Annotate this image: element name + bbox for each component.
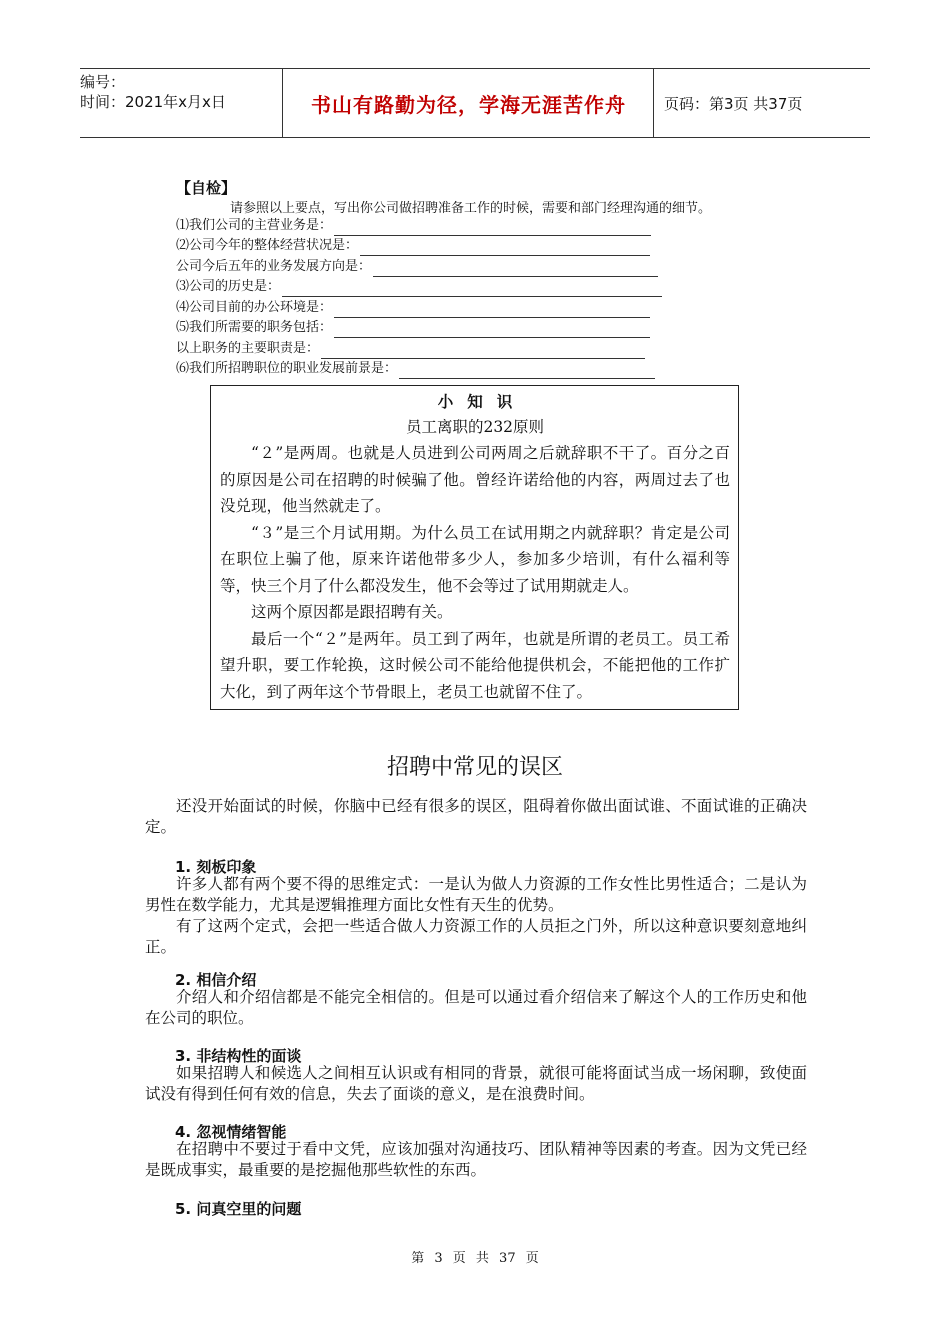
self-check-item: ⑵公司今年的整体经营状况是： [176,236,662,257]
page-header [80,68,870,138]
header-motto: 书山有路勤为径，学海无涯苦作舟 [284,69,654,137]
self-check-title: 【自检】 [176,179,237,197]
answer-blank[interactable] [334,324,650,338]
knowledge-title: 小知识 [437,392,527,411]
self-check-item: 公司今后五年的业务发展方向是： [176,256,662,277]
knowledge-paragraph: 这两个原因都是跟招聘有关。 [251,603,453,621]
header-page-label: 页码：第3页 共37页 [664,94,803,113]
answer-blank[interactable] [334,304,650,318]
knowledge-paragraph: “３”是三个月试用期。为什么员工在试用期之内就辞职？肯定是公司在职位上骗了他，原来许诺他带多少人，参加多少培训，有什么福利等等，快三个月了什么都没发生，他不会等过了试用期就走人。 [220,523,730,595]
subsection-body: 许多人都有两个要不得的思维定式：一是认为做人力资源的工作女性比男性适合；二是认为男性在数学能力，尤其是逻辑推理方面比女性有天生的优势。 有了这两个定式，会把一些适合做人力资源工作的人员拒之门外，所以这种意识要刻意地纠正。 [145,875,807,956]
self-check-item: ⑶公司的历史是： [176,277,662,298]
subsection-heading: 1. 刻板印象 [175,858,257,876]
subsection-body: 如果招聘人和候选人之间相互认识或有相同的背景，就很可能将面试当成一场闲聊，致使面试没有得到任何有效的信息，失去了面谈的意义，是在浪费时间。 [145,1064,807,1103]
subsection-heading: 2. 相信介绍 [175,971,257,989]
answer-blank[interactable] [334,222,651,236]
knowledge-paragraph: “２”是两周。也就是人员进到公司两周之后就辞职不干了。百分之百的原因是公司在招聘的时候骗了他。曾经许诺给他的内容，两周过去了也没兑现，他当然就走了。 [220,444,730,515]
date-label: 时间：2021年x月x日 [80,93,226,111]
self-check-item: 以上职务的主要职责是： [176,338,662,359]
knowledge-paragraph: 最后一个“２”是两年。员工到了两年，也就是所谓的老员工。员工希望升职，要工作轮换，这时候公司不能给他提供机会，不能把他的工作扩大化，到了两年这个节骨眼上，老员工也就留不住了。 [220,629,730,701]
self-check-intro: 请参照以上要点，写出你公司做招聘准备工作的时候，需要和部门经理沟通的细节。 [230,201,712,216]
subsection-body: 介绍人和介绍信都是不能完全相信的。但是可以通过看介绍信来了解这个人的工作历史和他在公司的职位。 [145,988,807,1027]
number-label: 编号： [80,73,126,91]
section-title: 招聘中常见的误区 [386,755,563,780]
section-intro: 还没开始面试的时候，你脑中已经有很多的误区，阻碍着你做出面试谁、不面试谁的正确决定。 [145,797,807,836]
self-check-item: ⑴我们公司的主营业务是： [176,215,662,236]
knowledge-subtitle: 员工离职的232原则 [405,418,545,436]
knowledge-box [210,385,739,710]
answer-blank[interactable] [373,263,658,277]
self-check-item: ⑷公司目前的办公环境是： [176,297,662,318]
self-check-item: ⑸我们所需要的职务包括： [176,318,662,339]
subsection-body: 在招聘中不要过于看中文凭，应该加强对沟通技巧、团队精神等因素的考查。因为文凭已经是既成事实，最重要的是挖掘他那些软性的东西。 [145,1140,807,1179]
header-meta [80,69,283,137]
answer-blank[interactable] [399,365,655,379]
self-check-item: ⑹我们所招聘职位的职业发展前景是： [176,359,662,380]
subsection-heading: 3. 非结构性的面谈 [175,1047,302,1065]
self-check-list [176,215,662,379]
page-footer: 第 3 页 共 37 页 [411,1251,539,1266]
subsection-heading: 5. 问真空里的问题 [175,1200,302,1218]
subsection-heading: 4. 忽视情绪智能 [175,1123,287,1141]
answer-blank[interactable] [282,283,662,297]
answer-blank[interactable] [321,345,645,359]
answer-blank[interactable] [360,242,650,256]
